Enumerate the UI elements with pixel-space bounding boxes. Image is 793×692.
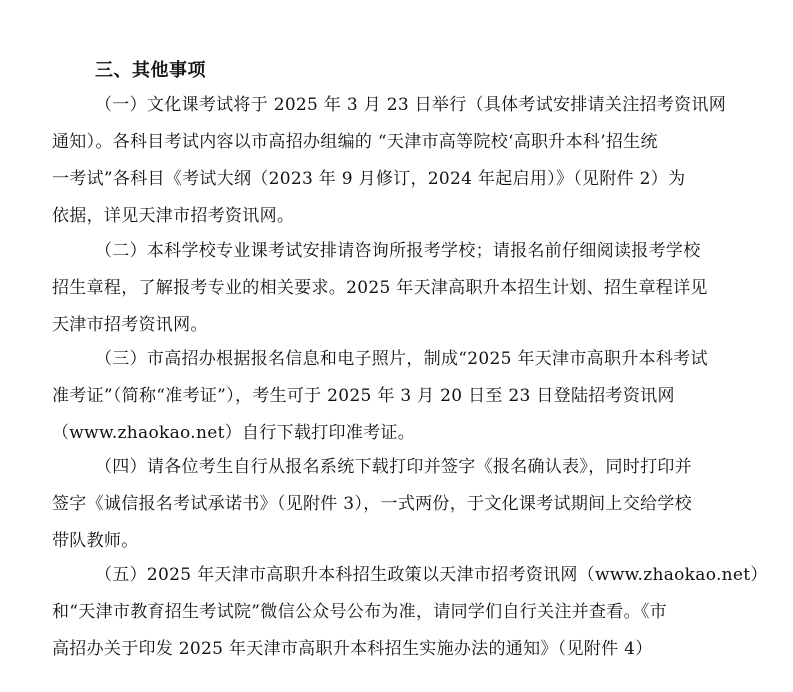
paragraph-1-line-1: （一）文化课考试将于 2025 年 3 月 23 日举行（具体考试安排请关注招考资讯网	[95, 95, 727, 115]
paragraph-3-line-1: （三）市高招办根据报名信息和电子照片，制成“2025 年天津市高职升本科考试	[95, 349, 708, 369]
paragraph-2-line-3: 天津市招考资讯网。	[52, 315, 208, 335]
paragraph-4-line-2: 签字《诚信报名考试承诺书》（见附件 3），一式两份，于文化课考试期间上交给学校	[52, 494, 692, 514]
paragraph-5-line-1: （五）2025 年天津市高职升本科招生政策以天津市招考资讯网（www.zhaokao.net）	[95, 565, 768, 585]
paragraph-4-line-3: 带队教师。	[52, 531, 139, 551]
paragraph-2-line-1: （二）本科学校专业课考试安排请咨询所报考学校；请报名前仔细阅读报考学校	[95, 241, 701, 261]
paragraph-5-line-2: 和“天津市教育招生考试院”微信公众号公布为准，请同学们自行关注并查看。《市	[52, 602, 667, 622]
paragraph-3-line-2: 准考证”（简称“准考证”），考生可于 2025 年 3 月 20 日至 23 日登陆招考资讯网	[52, 386, 675, 406]
paragraph-1-line-4: 依据，详见天津市招考资讯网。	[52, 206, 295, 226]
paragraph-4-line-1: （四）请各位考生自行从报名系统下载打印并签字《报名确认表》，同时打印并	[95, 457, 692, 477]
paragraph-1-line-3: 一考试”各科目《考试大纲（2023 年 9 月修订，2024 年起启用）》（见附件 2）为	[52, 169, 686, 189]
paragraph-5-line-3: 高招办关于印发 2025 年天津市高职升本科招生实施办法的通知》（见附件 4）	[52, 639, 653, 659]
paragraph-3-line-3: （www.zhaokao.net）自行下载打印准考证。	[52, 423, 416, 443]
paragraph-1-line-2: 通知）。各科目考试内容以市高招办组编的 “天津市高等院校‘高职升本科’招生统	[52, 132, 658, 152]
section-title: 三、其他事项	[95, 60, 206, 81]
paragraph-2-line-2: 招生章程，了解报考专业的相关要求。2025 年天津高职升本招生计划、招生章程详见	[52, 278, 708, 298]
